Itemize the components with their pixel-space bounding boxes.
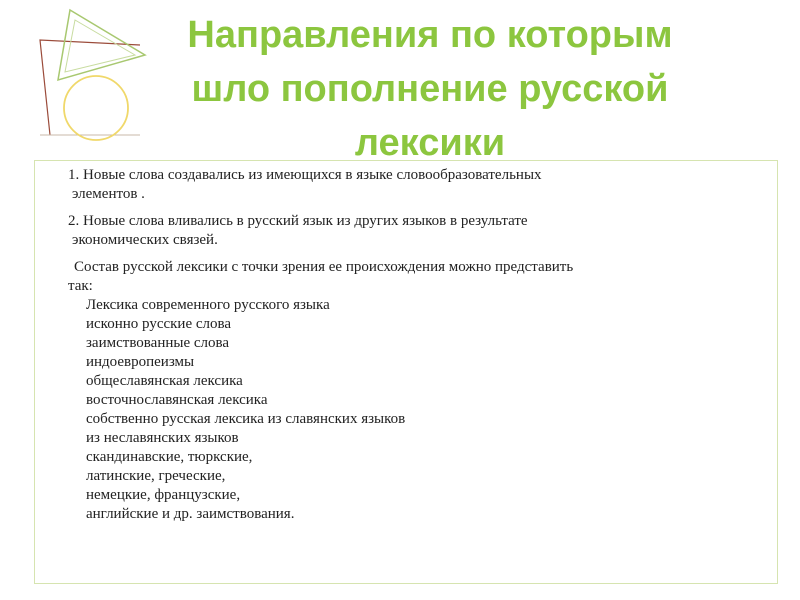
list-item: скандинавские, тюркские, bbox=[86, 449, 253, 465]
list-item: английские и др. заимствования. bbox=[86, 506, 295, 522]
list-item: восточнославянская лексика bbox=[86, 392, 268, 408]
list-item: из неславянских языков bbox=[86, 430, 239, 446]
paragraph-3 bbox=[64, 258, 764, 296]
content-body bbox=[64, 166, 764, 524]
paragraph-3-line-1: Состав русской лексики с точки зрения ее происхождения можно представить bbox=[74, 259, 574, 275]
paragraph-1-line-2: элементов . bbox=[72, 186, 145, 202]
title-line-2: шло пополнение русской bbox=[191, 68, 669, 110]
list-item: собственно русская лексика из славянских языков bbox=[86, 411, 406, 427]
paragraph-1 bbox=[64, 166, 764, 204]
paragraph-3-line-2: так: bbox=[68, 278, 93, 294]
paragraph-2-line-1: 2. Новые слова вливались в русский язык из других языков в результате bbox=[68, 213, 528, 229]
list-item: индоевропеизмы bbox=[86, 354, 195, 370]
list-item: латинские, греческие, bbox=[86, 468, 226, 484]
list-item: исконно русские слова bbox=[86, 316, 232, 332]
list-item: общеславянская лексика bbox=[86, 373, 243, 389]
title-line-3: лексики bbox=[354, 122, 506, 164]
list-item: Лексика современного русского языка bbox=[86, 297, 330, 313]
paragraph-1-line-1: 1. Новые слова создавались из имеющихся в языке словообразовательных bbox=[68, 167, 542, 183]
title-line-1: Направления по которым bbox=[187, 14, 673, 56]
paragraph-2 bbox=[64, 212, 764, 250]
list-item: немецкие, французские, bbox=[86, 487, 241, 503]
page-title bbox=[90, 8, 770, 170]
paragraph-2-line-2: экономических связей. bbox=[72, 232, 218, 248]
origin-list bbox=[64, 296, 764, 524]
list-item: заимствованные слова bbox=[86, 335, 230, 351]
